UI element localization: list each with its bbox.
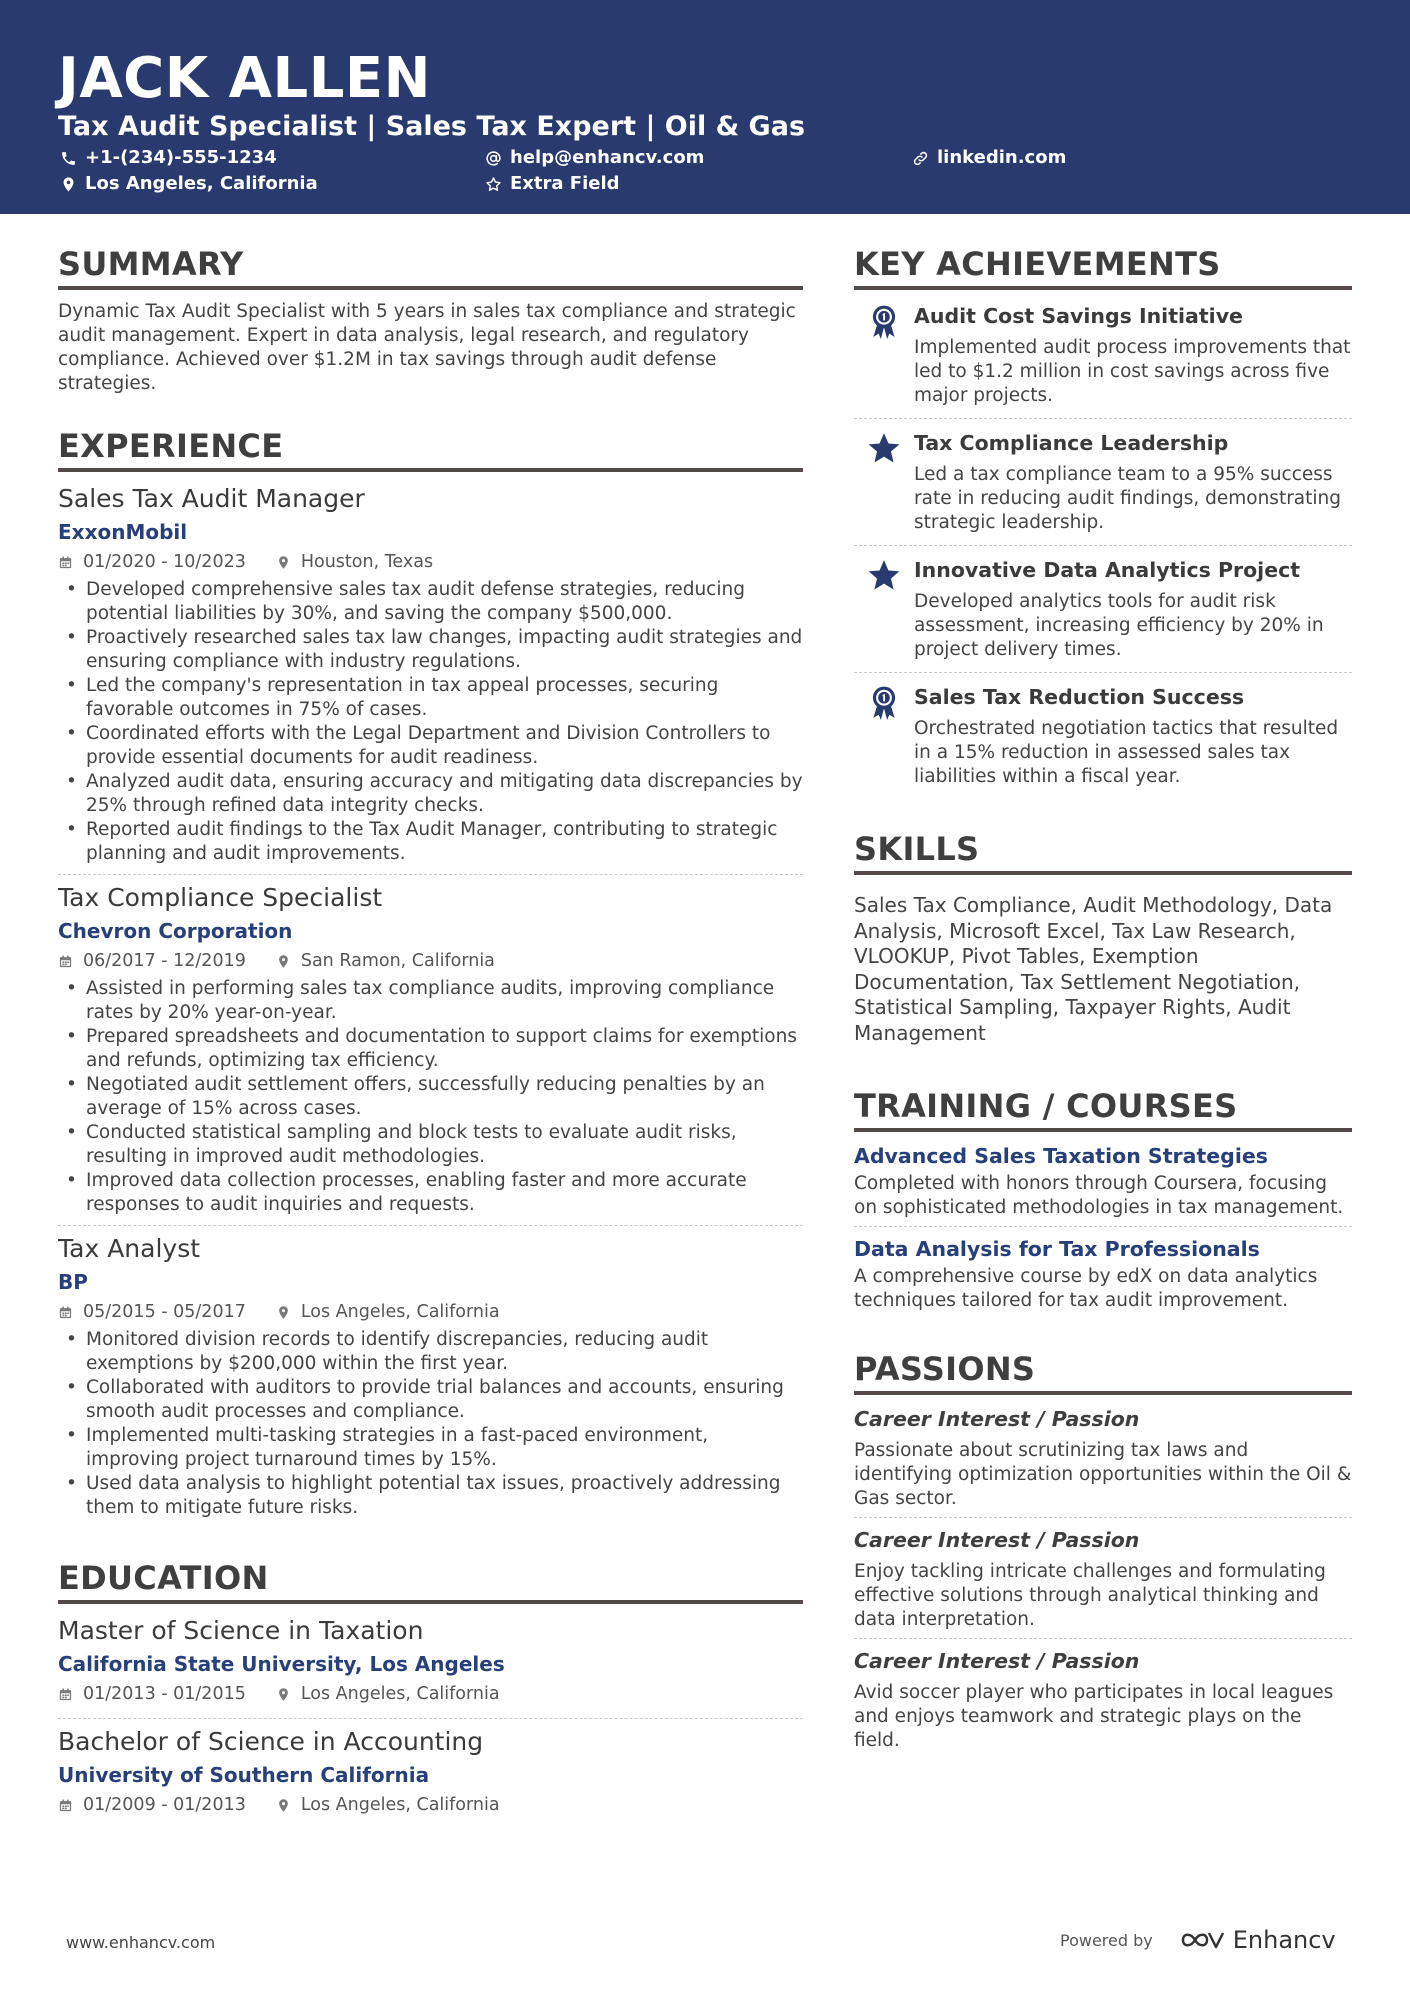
bullet-item: • Negotiated audit settlement offers, successfully reducing penalties by an average of 15% across cases. [58,1073,803,1121]
job-bullets [58,977,803,1217]
job-meta [58,1300,803,1324]
degree-title: Master of Science in Taxation [58,1616,424,1645]
education-location [276,1682,500,1706]
bullet-item: • Improved data collection processes, enabling faster and more accurate responses to audit inquiries and requests. [58,1169,803,1217]
skills-heading: SKILLS [854,829,1352,875]
extra-field-contact [485,172,620,196]
link-icon [912,150,929,167]
job-company: ExxonMobil [58,520,188,544]
bullet-item: • Coordinated efforts with the Legal Department and Division Controllers to provide essential documents for audit readiness. [58,722,803,770]
course-title: Advanced Sales Taxation Strategies [854,1144,1268,1168]
bullet-item: • Prepared spreadsheets and documentation to support claims for exemptions and refunds, optimizing tax efficiency. [58,1025,803,1073]
passion-desc: Avid soccer player who participates in local leagues and enjoys teamwork and strategic plays on the field. [854,1682,1334,1751]
footer-website[interactable]: www.enhancv.com [66,1933,216,1952]
achievement-title: Audit Cost Savings Initiative [914,304,1243,328]
job-location-text: San Ramon, California [300,951,495,971]
calendar-icon [58,954,73,969]
bullet-item: • Assisted in performing sales tax compliance audits, improving compliance rates by 20% year-on-year. [58,977,803,1025]
candidate-title: Tax Audit Specialist | Sales Tax Expert | Oil & Gas [58,111,806,142]
achievement-desc: Led a tax compliance team to a 95% success rate in reducing audit findings, demonstrating strategic leadership. [914,464,1342,533]
job-company: BP [58,1270,88,1294]
passion-item [854,1405,1352,1518]
enhancv-logo[interactable] [1179,1926,1336,1954]
passions-heading: PASSIONS [854,1349,1352,1395]
award-ribbon-icon [867,685,901,721]
star-icon [867,558,901,594]
location-text: Los Angeles, California [85,173,318,194]
experience-entry [58,482,803,875]
job-bullets [58,578,803,866]
job-meta [58,550,803,574]
passion-title: Career Interest / Passion [854,1649,1140,1673]
location-pin-icon [276,555,291,570]
course-item [854,1142,1352,1227]
bullet-item: • Reported audit findings to the Tax Audit Manager, contributing to strategic planning and audit improvements. [58,818,803,866]
bullet-item: • Collaborated with auditors to provide trial balances and accounts, ensuring smooth audit processes and compliance. [58,1376,803,1424]
achievements-heading: KEY ACHIEVEMENTS [854,244,1352,290]
education-dates: 01/2013 - 01/2015 [83,1684,246,1704]
course-desc: A comprehensive course by edX on data analytics techniques tailored for tax audit improvement. [854,1266,1318,1311]
bullet-item: • Developed comprehensive sales tax audit defense strategies, reducing potential liabilities by 30%, and saving the company $500,000. [58,578,803,626]
location-pin-icon [276,954,291,969]
location-pin-icon [60,176,77,193]
email-contact[interactable] [485,146,704,170]
course-desc: Completed with honors through Coursera, focusing on sophisticated methodologies in tax management. [854,1173,1344,1218]
location-pin-icon [276,1687,291,1702]
achievement-title: Sales Tax Reduction Success [914,685,1245,709]
experience-heading: EXPERIENCE [58,426,803,472]
education-location [276,1793,500,1817]
job-dates: 05/2015 - 05/2017 [83,1302,246,1322]
school-name: University of Southern California [58,1763,430,1787]
job-meta [58,949,803,973]
phone-text: +1-(234)-555-1234 [85,147,277,168]
bullet-item: • Proactively researched sales tax law changes, impacting audit strategies and ensuring compliance with industry regulations. [58,626,803,674]
email-text: help@enhancv.com [510,147,705,168]
phone-icon [60,150,77,167]
job-location-text: Los Angeles, California [300,1302,500,1322]
bullet-item: • Used data analysis to highlight potential tax issues, proactively addressing them to mitigate future risks. [58,1472,803,1520]
passion-title: Career Interest / Passion [854,1407,1140,1431]
candidate-name: JACK ALLEN [58,46,431,111]
achievement-desc: Implemented audit process improvements that led to $1.2 million in cost savings across five major projects. [914,337,1351,406]
achievement-title: Tax Compliance Leadership [914,431,1229,455]
experience-section [58,426,803,1528]
summary-section [58,244,803,396]
job-location [276,949,495,973]
calendar-icon [58,1305,73,1320]
star-outline-icon [485,176,502,193]
passion-desc: Passionate about scrutinizing tax laws and identifying optimization opportunities within the Oil & Gas sector. [854,1440,1352,1509]
course-item [854,1235,1352,1319]
linkedin-text: linkedin.com [937,147,1067,168]
achievements-section [854,244,1352,799]
location-pin-icon [276,1798,291,1813]
bullet-item: • Analyzed audit data, ensuring accuracy and mitigating data discrepancies by 25% through refined data integrity checks. [58,770,803,818]
degree-title: Bachelor of Science in Accounting [58,1727,484,1756]
education-dates: 01/2009 - 01/2013 [83,1795,246,1815]
right-column [854,244,1352,1791]
powered-by-text: Powered by [1060,1930,1153,1950]
achievement-item [854,673,1352,799]
job-company: Chevron Corporation [58,919,293,943]
skills-section [854,829,1352,1046]
job-role: Sales Tax Audit Manager [58,484,365,513]
course-title: Data Analysis for Tax Professionals [854,1237,1260,1261]
phone-contact[interactable] [60,146,277,170]
school-name: California State University, Los Angeles [58,1652,505,1676]
job-dates: 06/2017 - 12/2019 [83,951,246,971]
location-contact [60,172,318,196]
education-entry [58,1614,803,1719]
job-location-text: Houston, Texas [300,552,434,572]
summary-text: Dynamic Tax Audit Specialist with 5 years in sales tax compliance and strategic audit management. Expert in data analysis, legal research, and regulatory compliance. Achieved over $1.2M in tax savings through audit defense strategies. [58,301,796,394]
job-bullets [58,1328,803,1520]
job-dates: 01/2020 - 10/2023 [83,552,246,572]
left-column [58,244,803,1861]
extra-field-text: Extra Field [510,173,620,194]
job-role: Tax Compliance Specialist [58,883,383,912]
education-heading: EDUCATION [58,1558,803,1604]
experience-entry [58,881,803,1226]
enhancv-logo-icon [1179,1927,1227,1953]
passion-item [854,1526,1352,1639]
achievement-item [854,419,1352,546]
linkedin-contact[interactable] [912,146,1066,170]
education-location-text: Los Angeles, California [300,1684,500,1704]
passion-item [854,1647,1352,1759]
summary-heading: SUMMARY [58,244,803,290]
resume-header [0,0,1410,214]
experience-entry [58,1232,803,1528]
passion-desc: Enjoy tackling intricate challenges and formulating effective solutions through analytical thinking and data interpretation. [854,1561,1326,1630]
achievement-desc: Orchestrated negotiation tactics that resulted in a 15% reduction in assessed sales tax liabilities within a fiscal year. [914,718,1339,787]
brand-text: Enhancv [1232,1926,1336,1954]
achievement-title: Innovative Data Analytics Project [914,558,1301,582]
footer-branding [1060,1926,1336,1954]
achievement-item [854,292,1352,419]
achievement-desc: Developed analytics tools for audit risk assessment, increasing efficiency by 20% in project delivery times. [914,591,1324,660]
bullet-item: • Conducted statistical sampling and block tests to evaluate audit risks, resulting in improved audit methodologies. [58,1121,803,1169]
education-entry [58,1725,803,1829]
location-pin-icon [276,1305,291,1320]
bullet-item: • Led the company's representation in tax appeal processes, securing favorable outcomes in 75% of cases. [58,674,803,722]
job-location [276,550,433,574]
achievement-item [854,546,1352,673]
training-heading: TRAINING / COURSES [854,1086,1352,1132]
calendar-icon [58,1687,73,1702]
job-location [276,1300,500,1324]
passions-section [854,1349,1352,1759]
passion-title: Career Interest / Passion [854,1528,1140,1552]
education-meta [58,1793,803,1817]
bullet-item: • Implemented multi-tasking strategies in a fast-paced environment, improving project turnaround times by 15%. [58,1424,803,1472]
training-section [854,1086,1352,1319]
star-icon [867,431,901,467]
education-meta [58,1682,803,1706]
education-section [58,1558,803,1829]
bullet-item: • Monitored division records to identify discrepancies, reducing audit exemptions by $200,000 within the first year. [58,1328,803,1376]
calendar-icon [58,555,73,570]
education-location-text: Los Angeles, California [300,1795,500,1815]
skills-text: Sales Tax Compliance, Audit Methodology, Data Analysis, Microsoft Excel, Tax Law Research, VLOOKUP, Pivot Tables, Exemption Documentation, Tax Settlement Negotiation, Statistical Sampling, Taxpayer Rights, Audit Management [854,893,1333,1045]
at-icon [485,150,502,167]
job-role: Tax Analyst [58,1234,201,1263]
calendar-icon [58,1798,73,1813]
award-ribbon-icon [867,304,901,340]
